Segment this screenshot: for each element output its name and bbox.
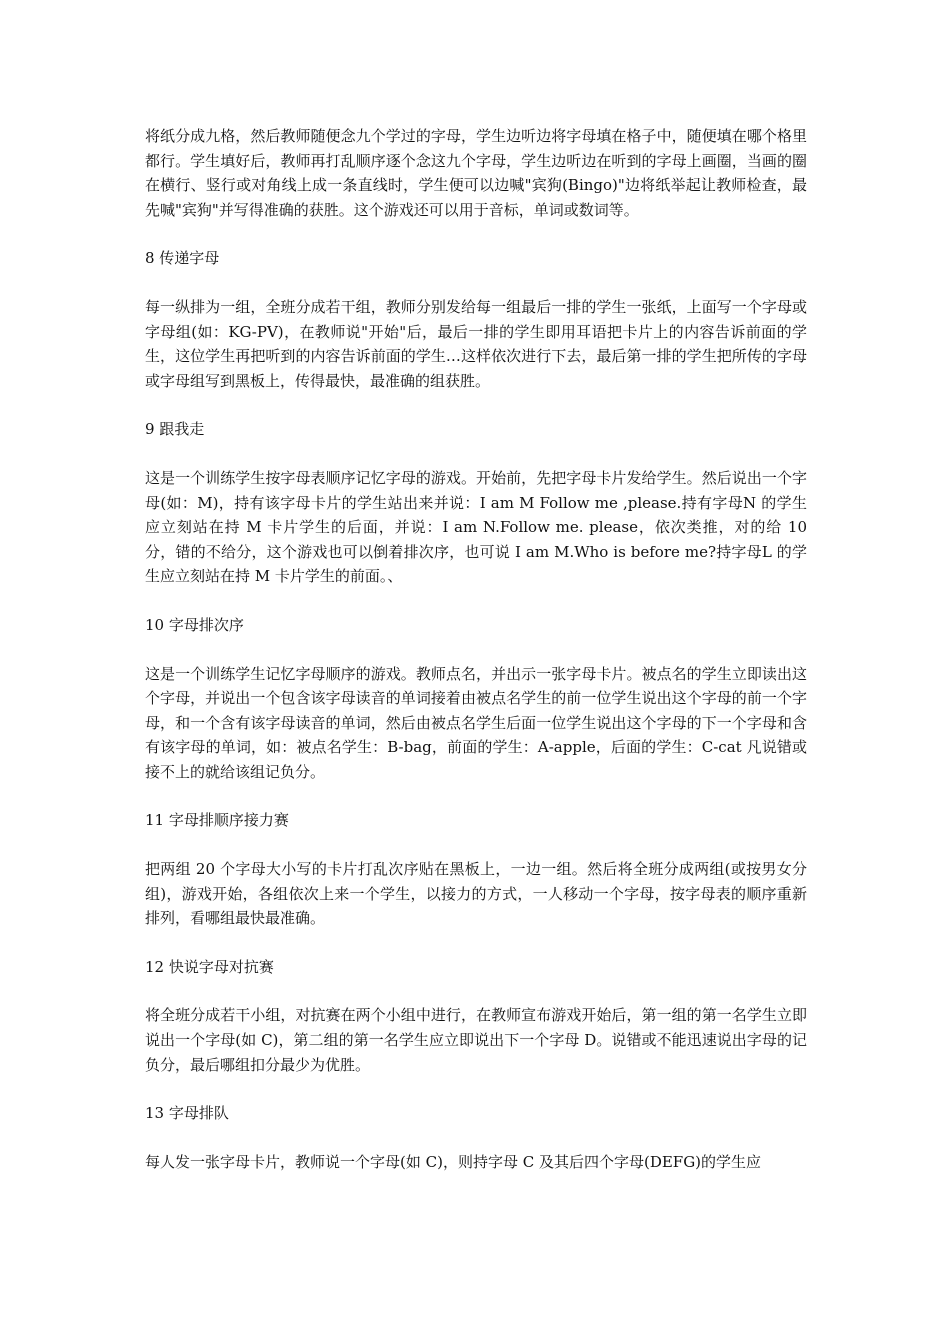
section-heading-12: 12 快说字母对抗赛: [145, 957, 274, 976]
paragraph-quick-say: 将全班分成若干小组，对抗赛在两个小组中进行，在教师宣布游戏开始后，第一组的第一名学生立即说出一个字母(如 C)，第二组的第一名学生应立即说出下一个字母 D。说错或不能迅速说出字母的记负分，最后哪组扣分最少为优胜。: [145, 1006, 807, 1074]
paragraph-bingo-rules: 将纸分成九格，然后教师随便念九个学过的字母，学生边听边将字母填在格子中，随便填在哪个格里都行。学生填好后，教师再打乱顺序逐个念这九个字母，学生边听边在听到的字母上画圈，当画的圈在横行、竖行或对角线上成一条直线时，学生便可以边喊"宾狗(Bingo)"边将纸举起让教师检查，最先喊"宾狗"并写得准确的获胜。这个游戏还可以用于音标，单词或数词等。: [145, 127, 807, 219]
paragraph-pass-letters: 每一纵排为一组，全班分成若干组，教师分别发给每一组最后一排的学生一张纸，上面写一个字母或字母组(如：KG-PV)，在教师说"开始"后，最后一排的学生即用耳语把卡片上的内容告诉前面的学生，这位学生再把听到的内容告诉前面的学生…这样依次进行下去，最后第一排的学生把所传的字母或字母组写到黑板上，传得最快，最准确的组获胜。: [145, 297, 807, 390]
paragraph-follow-me: 这是一个训练学生按字母表顺序记忆字母的游戏。开始前，先把字母卡片发给学生。然后说出一个字母(如：M)，持有该字母卡片的学生站出来并说：I am M Follow me ,please.持有字母N 的学生应立刻站在持 M 卡片学生的后面，并说：I am N.Follow me. please，依次类推，对的给 10 分，错的不给分，这个游戏也可以倒着排次序，也可说 I am M.Who is before me?持字母L 的学生应立刻站在持 M 卡片学生的前面。、: [145, 468, 807, 586]
section-heading-8: 8 传递字母: [145, 249, 220, 268]
paragraph-letter-order: 这是一个训练学生记忆字母顺序的游戏。教师点名，并出示一张字母卡片。被点名的学生立即读出这个字母，并说出一个包含该字母读音的单词接着由被点名学生的前一位学生说出这个字母的前一个字母，和一个含有该字母读音的单词，然后由被点名学生后面一位学生说出这个字母的下一个字母和含有该字母的单词，如：被点名学生：B-bag，前面的学生：A-apple，后面的学生：C-cat 凡说错或接不上的就给该组记负分。: [145, 664, 807, 781]
document-body: [145, 124, 807, 1198]
section-heading-13: 13 字母排队: [145, 1104, 229, 1123]
section-heading-10: 10 字母排次序: [145, 615, 244, 634]
section-heading-9: 9 跟我走: [145, 420, 205, 439]
section-heading-11: 11 字母排顺序接力赛: [145, 811, 289, 830]
paragraph-relay: 把两组 20 个字母大小写的卡片打乱次序贴在黑板上，一边一组。然后将全班分成两组(或按男女分组)，游戏开始，各组依次上来一个学生，以接力的方式，一人移动一个字母，按字母表的顺序重新排列，看哪组最快最准确。: [145, 860, 807, 928]
paragraph-letter-queue: 每人发一张字母卡片，教师说一个字母(如 C)，则持字母 C 及其后四个字母(DEFG)的学生应: [145, 1152, 762, 1171]
